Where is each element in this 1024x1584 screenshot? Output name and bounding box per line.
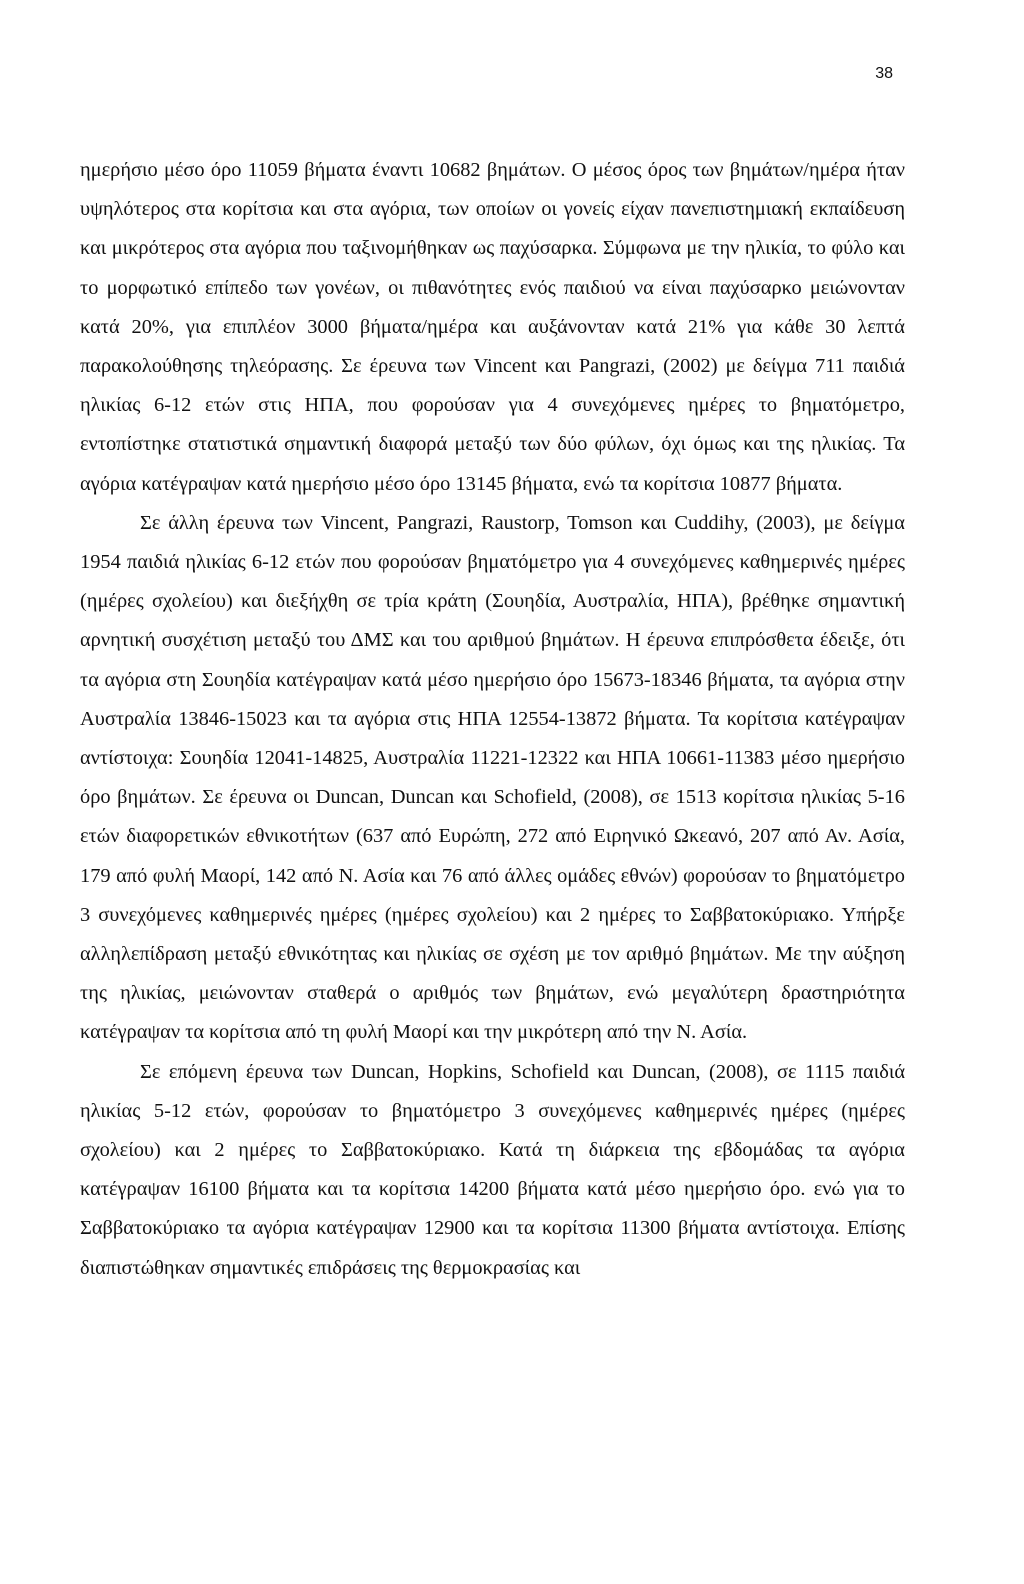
paragraph-continuation: ημερήσιο μέσο όρο 11059 βήματα έναντι 10682 βημάτων. Ο μέσος όρος των βημάτων/ημέρα ήταν υψηλότερος στα κορίτσια και στα αγόρια, των οποίων οι γονείς είχαν πανεπιστημιακή εκπαίδευση και μικρότερος στα αγόρια που ταξινομήθηκαν ως παχύσαρκα. Σύμφωνα με την ηλικία, το φύλο και το μορφωτικό επίπεδο των γονέων, οι πιθανότητες ενός παιδιού να είναι παχύσαρκο μειώνονταν κατά 20%, για επιπλέον 3000 βήματα/ημέρα και αυξάνονταν κατά 21% για κάθε 30 λεπτά παρακολούθησης τηλεόρασης. Σε έρευνα των Vincent και Pangrazi, (2002) με δείγμα 711 παιδιά ηλικίας 6-12 ετών στις ΗΠΑ, που φορούσαν για 4 συνεχόμενες ημέρες το βηματόμετρο, εντοπίστηκε στατιστικά σημαντική διαφορά μεταξύ των δύο φύλων, όχι όμως και της ηλικίας. Τα αγόρια κατέγραψαν κατά ημερήσιο μέσο όρο 13145 βήματα, ενώ τα κορίτσια 10877 βήματα. <box>80 159 905 495</box>
page-number: 38 <box>875 65 893 82</box>
paragraph-vincent-2003: Σε άλλη έρευνα των Vincent, Pangrazi, Raustorp, Tomson και Cuddihy, (2003), με δείγμα 1954 παιδιά ηλικίας 6-12 ετών που φορούσαν βηματόμετρο για 4 συνεχόμενες καθημερινές ημέρες (ημέρες σχολείου) και διεξήχθη σε τρία κράτη (Σουηδία, Αυστραλία, ΗΠΑ), βρέθηκε σημαντική αρνητική συσχέτιση μεταξύ του ΔΜΣ και του αριθμού βημάτων. Η έρευνα επιπρόσθετα έδειξε, ότι τα αγόρια στη Σουηδία κατέγραψαν κατά μέσο ημερήσιο όρο 15673-18346 βήματα, τα αγόρια στην Αυστραλία 13846-15023 και τα αγόρια στις ΗΠΑ 12554-13872 βήματα. Τα κορίτσια κατέγραψαν αντίστοιχα: Σουηδία 12041-14825, Αυστραλία 11221-12322 και ΗΠΑ 10661-11383 μέσο ημερήσιο όρο βημάτων. Σε έρευνα οι Duncan, Duncan και Schofield, (2008), σε 1513 κορίτσια ηλικίας 5-16 ετών διαφορετικών εθνικοτήτων (637 από Ευρώπη, 272 από Ειρηνικό Ωκεανό, 207 από Αν. Ασία, 179 από φυλή Μαορί, 142 από Ν. Ασία και 76 από άλλες ομάδες εθνών) φορούσαν το βηματόμετρο 3 συνεχόμενες καθημερινές ημέρες (ημέρες σχολείου) και 2 ημέρες το Σαββατοκύριακο. Υπήρξε αλληλεπίδραση μεταξύ εθνικότητας και ηλικίας σε σχέση με τον αριθμό βημάτων. Με την αύξηση της ηλικίας, μειώνονταν σταθερά ο αριθμός των βημάτων, ενώ μεγαλύτερη δραστηριότητα κατέγραψαν τα κορίτσια από τη φυλή Μαορί και την μικρότερη από την Ν. Ασία. <box>80 511 905 1044</box>
body-text <box>80 151 905 1288</box>
paragraph-duncan-2008: Σε επόμενη έρευνα των Duncan, Hopkins, Schofield και Duncan, (2008), σε 1115 παιδιά ηλικίας 5-12 ετών, φορούσαν το βηματόμετρο 3 συνεχόμενες καθημερινές ημέρες (ημέρες σχολείου) και 2 ημέρες το Σαββατοκύριακο. Κατά τη διάρκεια της εβδομάδας τα αγόρια κατέγραψαν 16100 βήματα και τα κορίτσια 14200 βήματα κατά μέσο ημερήσιο όρο. ενώ για το Σαββατοκύριακο τα αγόρια κατέγραψαν 12900 και τα κορίτσια 11300 βήματα αντίστοιχα. Επίσης διαπιστώθηκαν σημαντικές επιδράσεις της θερμοκρασίας και <box>80 1060 905 1279</box>
